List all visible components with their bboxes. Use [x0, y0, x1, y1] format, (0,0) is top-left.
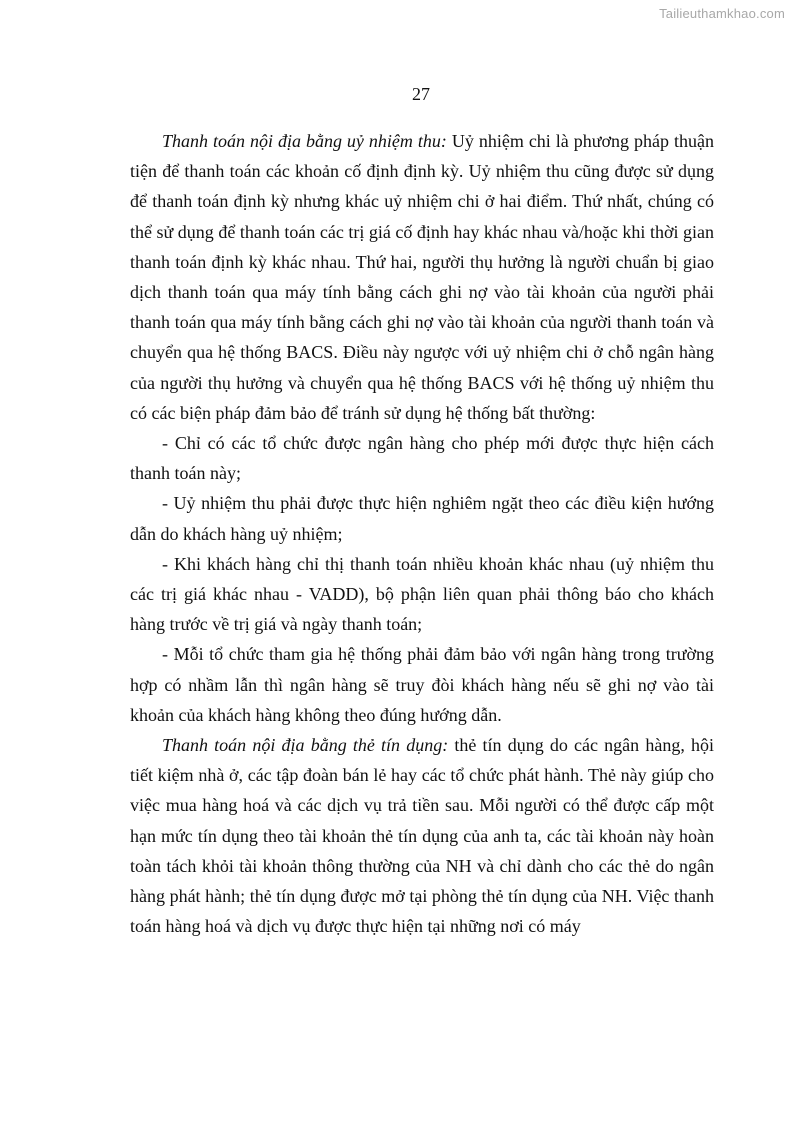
safeguard-item-4: - Mỗi tổ chức tham gia hệ thống phải đảm bảo với ngân hàng trong trường hợp có nhầm lẫn thì ngân hàng sẽ truy đòi khách hàng nếu sẽ ghi nợ vào tài khoản của khách hàng không theo đúng hướng dẫn.: [130, 644, 714, 725]
credit-card-heading: Thanh toán nội địa bằng thẻ tín dụng:: [162, 735, 449, 756]
direct-debit-heading: Thanh toán nội địa bằng uỷ nhiệm thu:: [162, 131, 447, 151]
paragraph-direct-debit: [130, 126, 714, 428]
safeguard-item-1: - Chỉ có các tổ chức được ngân hàng cho phép mới được thực hiện cách thanh toán này;: [130, 433, 714, 484]
safeguard-item-2: - Uỷ nhiệm thu phải được thực hiện nghiêm ngặt theo các điều kiện hướng dẫn do khách hàng uỷ nhiệm;: [130, 493, 714, 544]
safeguard-item-3: - Khi khách hàng chỉ thị thanh toán nhiều khoản khác nhau (uỷ nhiệm thu các trị giá khác nhau - VADD), bộ phận liên quan phải thông báo cho khách hàng trước về trị giá và ngày thanh toán;: [130, 553, 714, 635]
direct-debit-text: Uỷ nhiệm chi là phương pháp thuận tiện để thanh toán các khoản cố định định kỳ. Uỷ nhiệm thu cũng được sử dụng để thanh toán định kỳ nhưng khác uỷ nhiệm chi ở hai điểm. Thứ nhất, chúng có thể sử dụng để thanh toán các trị giá cố định hay khác nhau và/hoặc khi thời gian thanh toán định kỳ khác nhau. Thứ hai, người thụ hưởng là người chuẩn bị giao dịch thanh toán qua máy tính bằng cách ghi nợ vào tài khoản của người phải thanh toán qua máy tính bằng cách ghi nợ vào tài khoản của người thanh toán và chuyển qua hệ thống BACS. Điều này ngược với uỷ nhiệm chi ở chỗ ngân hàng của người thụ hưởng và chuyển qua hệ thống BACS với hệ thống uỷ nhiệm thu có các biện pháp đảm bảo để tránh sử dụng hệ thống bất thường:: [130, 131, 714, 423]
document-body: [130, 126, 714, 941]
credit-card-text: thẻ tín dụng do các ngân hàng, hội tiết kiệm nhà ở, các tập đoàn bán lẻ hay các tổ chức phát hành. Thẻ này giúp cho việc mua hàng hoá và các dịch vụ trả tiền sau. Mỗi người có thể được cấp một hạn mức tín dụng theo tài khoản thẻ tín dụng của anh ta, các tài khoản này hoàn toàn tách khỏi tài khoản thông thường của NH và chỉ dành cho các thẻ do ngân hàng phát hành; thẻ tín dụng được mở tại phòng thẻ tín dụng của NH. Việc thanh toán hàng hoá và dịch vụ được thực hiện tại những nơi có máy: [130, 735, 715, 937]
paragraph-credit-card: [130, 730, 714, 941]
watermark-text: Tailieuthamkhao.com: [659, 6, 785, 21]
page-number: 27: [412, 84, 430, 104]
